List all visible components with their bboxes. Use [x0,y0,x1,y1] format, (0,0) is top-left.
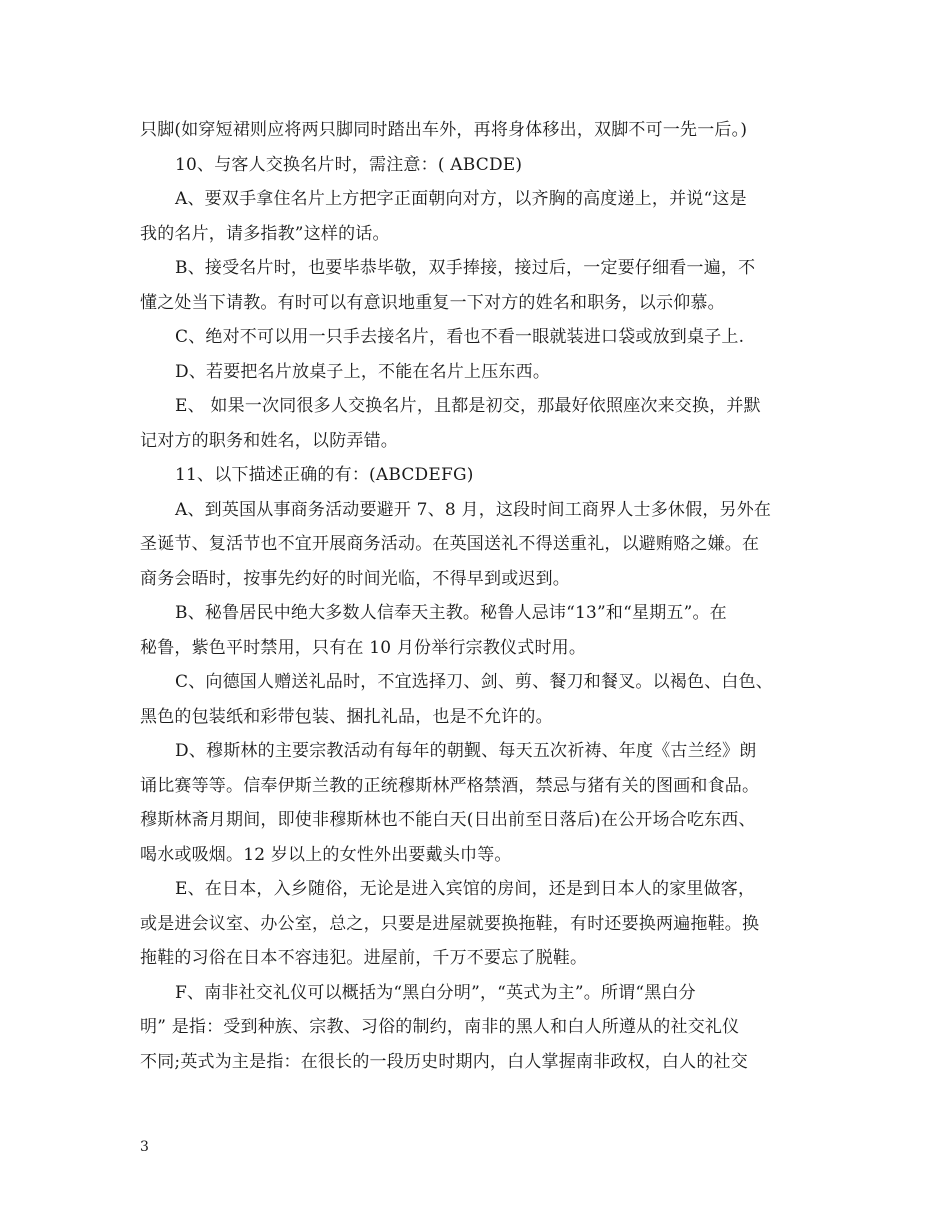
text-line: 秘鲁，紫色平时禁用，只有在 10 月份举行宗教仪式时用。 [140,638,587,658]
text-line: B、秘鲁居民中绝大多数人信奉天主教。秘鲁人忌讳“13”和“星期五”。在 [175,603,727,623]
text-line: A、要双手拿住名片上方把字正面朝向对方，以齐胸的高度递上，并说“这是 [175,189,747,209]
text-line: C、绝对不可以用一只手去接名片，看也不看一眼就装进口袋或放到桌子上. [175,327,745,347]
text-line: 明” 是指：受到种族、宗教、习俗的制约，南非的黑人和白人所遵从的社交礼仪 [140,1017,740,1037]
text-line: 穆斯林斋月期间，即使非穆斯林也不能白天(日出前至日落后)在公开场合吃东西、 [140,810,756,830]
text-line: B、接受名片时，也要毕恭毕敬，双手捧接，接过后，一定要仔细看一遍，不 [175,258,756,278]
question-heading: 11、以下描述正确的有：(ABCDEFG) [175,465,474,485]
text-line: 只脚(如穿短裙则应将两只脚同时踏出车外，再将身体移出，双脚不可一先一后。) [140,120,748,140]
text-line: D、穆斯林的主要宗教活动有每年的朝觐、每天五次祈祷、年度《古兰经》朗 [175,741,757,761]
text-line: 诵比赛等等。信奉伊斯兰教的正统穆斯林严格禁酒，禁忌与猪有关的图画和食品。 [140,776,760,796]
text-line: 商务会晤时，按事先约好的时间光临，不得早到或迟到。 [140,569,570,589]
text-line: 我的名片，请多指教”这样的话。 [140,224,390,244]
text-line: A、到英国从事商务活动要避开 7、8 月，这段时间工商界人士多休假，另外在 [175,500,772,520]
text-line: 拖鞋的习俗在日本不容违犯。进屋前，千万不要忘了脱鞋。 [140,948,588,968]
text-line: 懂之处当下请教。有时可以有意识地重复一下对方的姓名和职务，以示仰慕。 [140,293,725,313]
text-line: F、南非社交礼仪可以概括为“黑白分明”，“英式为主”。所谓“黑白分 [175,983,696,1003]
page-number: 3 [140,1139,149,1155]
text-line: 黑色的包装纸和彩带包装、捆扎礼品，也是不允许的。 [140,707,553,727]
text-line: 记对方的职务和姓名，以防弄错。 [140,431,398,451]
text-line: E、在日本，入乡随俗，无论是进入宾馆的房间，还是到日本人的家里做客， [175,879,756,899]
text-line: D、若要把名片放桌子上，不能在名片上压东西。 [175,362,551,382]
text-line: 不同;英式为主是指：在很长的一段历史时期内，白人掌握南非政权，白人的社交 [140,1052,748,1072]
text-line: E、 如果一次同很多人交换名片，且都是初交，那最好依照座次来交换，并默 [175,396,761,416]
text-line: 或是进会议室、办公室，总之，只要是进屋就要换拖鞋，有时还要换两遍拖鞋。换 [140,914,760,934]
question-heading: 10、与客人交换名片时，需注意：( ABCDE) [175,155,523,175]
text-line: C、向德国人赠送礼品时，不宜选择刀、剑、剪、餐刀和餐叉。以褐色、白色、 [175,672,774,692]
text-line: 圣诞节、复活节也不宜开展商务活动。在英国送礼不得送重礼，以避贿赂之嫌。在 [140,534,760,554]
text-line: 喝水或吸烟。12 岁以上的女性外出要戴头巾等。 [140,845,512,865]
